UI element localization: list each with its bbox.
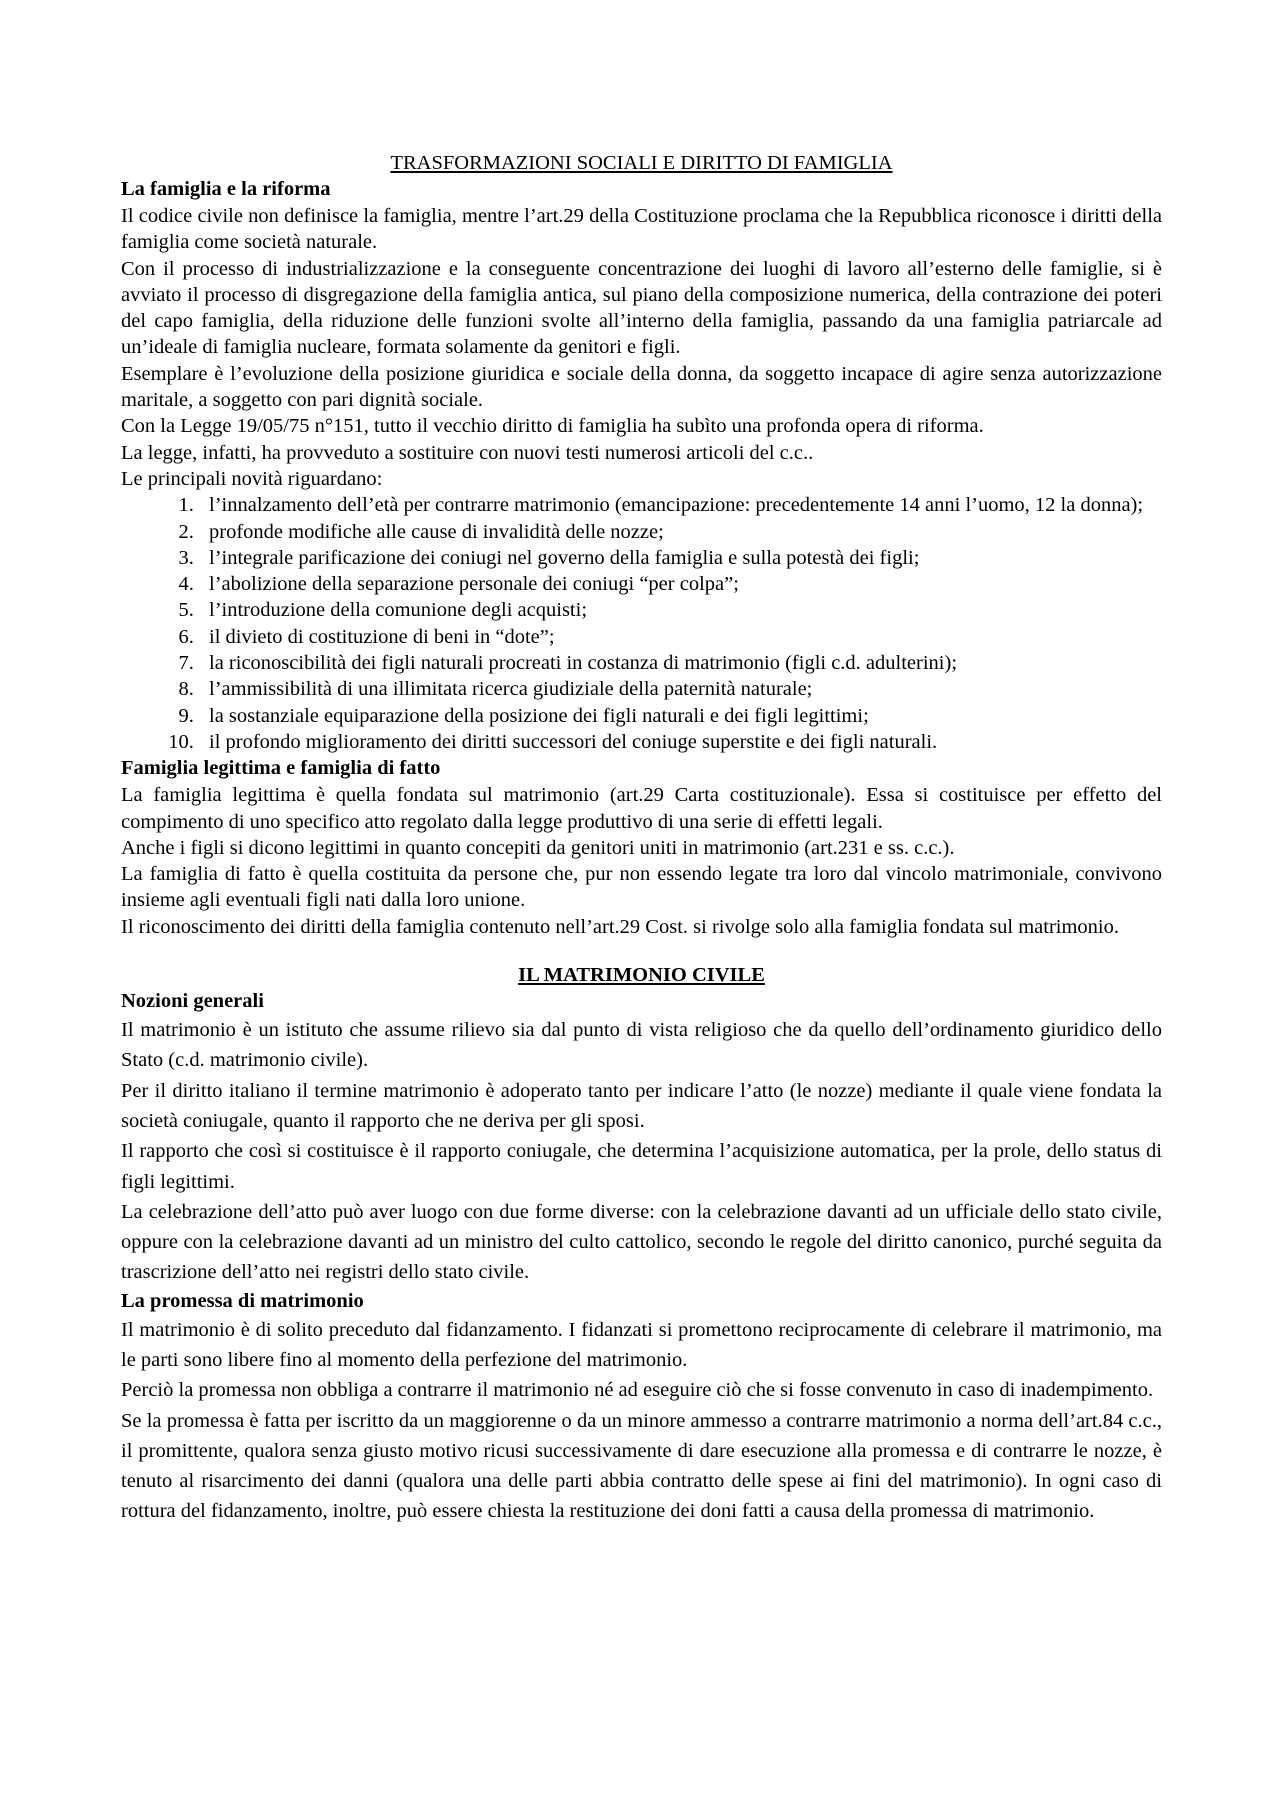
paragraph: La celebrazione dell’atto può aver luogo con due forme diverse: con la celebrazione davanti ad un ufficiale dello stato civile, oppure con la celebrazione davanti ad un ministro del culto cattolico, secondo le regole del diritto canonico, purché seguita da trascrizione dell’atto nei registri dello stato civile. [121,1200,1162,1284]
heading-nozioni-generali: Nozioni generali [121,990,264,1013]
list-item: 9. la sostanziale equiparazione della posizione dei figli naturali e dei figli legittimi; [199,703,1162,729]
list-item: 5. l’introduzione della comunione degli acquisti; [199,597,1162,623]
list-item: 2. profonde modifiche alle cause di invalidità delle nozze; [199,519,1162,545]
paragraph: Il codice civile non definisce la famiglia, mentre l’art.29 della Costituzione proclama che la Repubblica riconosce i diritti della famiglia come società naturale. [121,205,1162,254]
novita-list [121,492,1162,755]
paragraph: La famiglia di fatto è quella costituita da persone che, pur non essendo legate tra loro dal vincolo matrimoniale, convivono insieme agli eventuali figli nati dalla loro unione. [121,863,1162,912]
paragraph: Per il diritto italiano il termine matrimonio è adoperato tanto per indicare l’atto (le nozze) mediante il quale viene fondata la società coniugale, quanto il rapporto che ne deriva per gli sposi. [121,1079,1162,1132]
section-spacer [121,940,1162,962]
list-item: 10. il profondo miglioramento dei diritti successori del coniuge superstite e dei figli naturali. [199,729,1162,755]
paragraph: Il riconoscimento dei diritti della famiglia contenuto nell’art.29 Cost. si rivolge solo alla famiglia fondata sul matrimonio. [121,915,1120,938]
paragraph: Con la Legge 19/05/75 n°151, tutto il vecchio diritto di famiglia ha subìto una profonda opera di riforma. [121,415,984,438]
paragraph: Il rapporto che così si costituisce è il rapporto coniugale, che determina l’acquisizione automatica, per la prole, dello status di figli legittimi. [121,1140,1162,1193]
paragraph: La famiglia legittima è quella fondata sul matrimonio (art.29 Carta costituzionale). Essa si costituisce per effetto del compimento di uno specifico atto regolato dalla legge produttivo di una serie di effetti legali. [121,784,1162,833]
paragraph: Le principali novità riguardano: [121,467,383,490]
document-page [121,150,1162,1527]
heading-famiglia-legittima: Famiglia legittima e famiglia di fatto [121,757,441,780]
paragraph: Esemplare è l’evoluzione della posizione giuridica e sociale della donna, da soggetto incapace di agire senza autorizzazione maritale, a soggetto con pari dignità sociale. [121,362,1162,412]
section-title-trasformazioni: TRASFORMAZIONI SOCIALI E DIRITTO DI FAMIGLIA [390,152,893,174]
paragraph: Con il processo di industrializzazione e la conseguente concentrazione dei luoghi di lavoro all’esterno delle famiglie, si è avviato il processo di disgregazione della famiglia antica, sul piano della composizione numerica, della contrazione dei poteri del capo famiglia, della riduzione delle funzioni svolte all’interno della famiglia, passando da una famiglia patriarcale ad un’ideale di famiglia nucleare, formata solamente da genitori e figli. [121,257,1162,359]
paragraph: La legge, infatti, ha provveduto a sostituire con nuovi testi numerosi articoli del c.c.. [121,441,814,464]
paragraph: Il matrimonio è un istituto che assume rilievo sia dal punto di vista religioso che da quello dell’ordinamento giuridico dello Stato (c.d. matrimonio civile). [121,1019,1162,1072]
paragraph: Se la promessa è fatta per iscritto da un maggiorenne o da un minore ammesso a contrarre matrimonio a norma dell’art.84 c.c., il promittente, qualora senza giusto motivo ricusi successivamente di dare esecuzione alla promessa e di contrarre le nozze, è tenuto al risarcimento dei danni (qualora una delle parti abbia contratto delle spese ai fini del matrimonio). In ogni caso di rottura del fidanzamento, inoltre, può essere chiesta la restituzione dei doni fatti a causa della promessa di matrimonio. [121,1409,1162,1523]
paragraph: Il matrimonio è di solito preceduto dal fidanzamento. I fidanzati si promettono reciprocamente di celebrare il matrimonio, ma le parti sono libere fino al momento della perfezione del matrimonio. [121,1318,1162,1371]
list-item: 3. l’integrale parificazione dei coniugi nel governo della famiglia e sulla potestà dei figli; [199,545,1162,571]
list-item: 8. l’ammissibilità di una illimitata ricerca giudiziale della paternità naturale; [199,676,1162,702]
heading-promessa-matrimonio: La promessa di matrimonio [121,1289,364,1312]
paragraph: Perciò la promessa non obbliga a contrarre il matrimonio né ad eseguire ciò che si fosse convenuto in caso di inadempimento. [121,1379,1154,1402]
heading-famiglia-riforma: La famiglia e la riforma [121,178,331,200]
list-item: 1. l’innalzamento dell’età per contrarre matrimonio (emancipazione: precedentemente 14 anni l’uomo, 12 la donna); [199,492,1162,518]
list-item: 6. il divieto di costituzione di beni in “dote”; [199,624,1162,650]
list-item: 4. l’abolizione della separazione personale dei coniugi “per colpa”; [199,571,1162,597]
paragraph: Anche i figli si dicono legittimi in quanto concepiti da genitori uniti in matrimonio (art.231 e ss. c.c.). [121,836,955,859]
list-item: 7. la riconoscibilità dei figli naturali procreati in costanza di matrimonio (figli c.d. adulterini); [199,650,1162,676]
section-title-matrimonio-civile: IL MATRIMONIO CIVILE [518,964,765,987]
